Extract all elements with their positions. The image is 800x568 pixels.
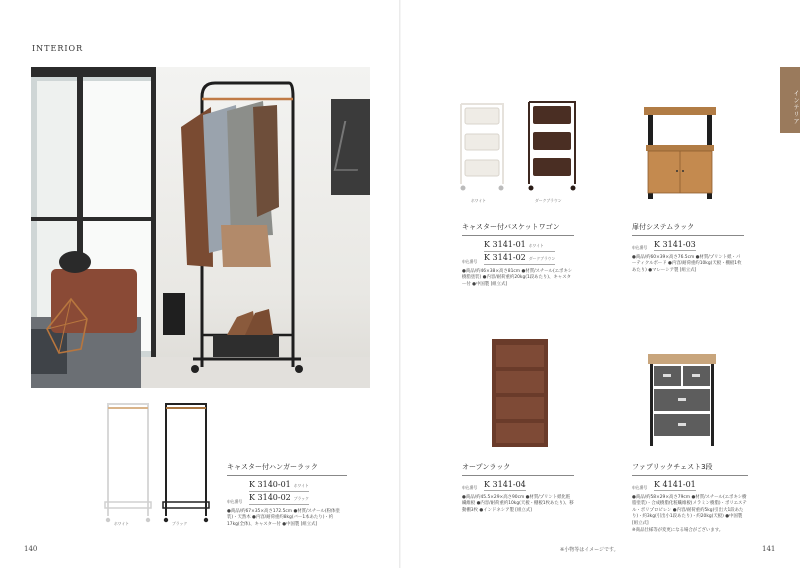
photo-illustration [31,67,370,388]
fabric-chest-info [632,462,748,534]
product-name: キャスター付ハンガーラック [227,462,347,476]
footnote: ※小物等はイメージです。 [560,547,619,553]
hanger-rack-white [105,404,151,522]
page-number-left: 140 [24,545,38,553]
coat-dark [253,105,279,217]
code-label: 申込番号 [227,499,243,504]
sign-board [163,293,185,335]
basket-wagon-white [461,104,504,191]
product-code[interactable]: K 3140-02 ブラック [249,492,309,505]
room-photo [31,67,370,388]
product-description: ●商品/約46×38×高さ81cm ●材質/スチール(エポキシ樹脂塗装) ●内容/耐荷重約20kg(1段あたり)、キャスター付 ●中国製 [組立式] [462,269,573,287]
helmet [59,251,91,273]
caption-white-hanger: ホワイト [114,521,130,526]
product-name: 扉付システムラック [632,222,744,236]
product-code[interactable]: K 3141-02 ダークブラウン [484,252,555,265]
hanger-rack-info [227,462,347,528]
code-label: 申込番号 [632,245,648,250]
hanger-rack-black [163,404,209,522]
section-title: INTERIOR [32,44,84,53]
open-rack-image [490,337,550,449]
product-code[interactable]: K 3140-01 ホワイト [249,479,309,492]
product-code[interactable]: K 4141-01 [654,480,696,489]
fabric-chest-image [646,352,718,448]
code-label: 申込番号 [632,485,648,490]
caption-black-hanger: ブラック [172,521,188,526]
product-code[interactable]: K 3141-04 [484,480,526,489]
scarf [221,225,271,267]
product-name: キャスター付バスケットワゴン [462,222,574,236]
suitcase [51,269,137,333]
hanger-rack-image [102,396,212,526]
basket-wagon-info [462,222,574,288]
caption-brown-wagon: ダークブラウン [535,198,562,203]
basket-wagon-image [455,98,585,198]
product-description: ●商品/約60×39×高さ76.5cm ●材質/プリント紙・パーティクルボード ●内容/耐荷重約10kg(天板・棚板1枚あたり) ●マレーシア製 [組立式] [632,255,742,273]
product-description: ●商品/約45.5×29×高さ90cm ●材質/プリント紙化粧繊維板 ●内容/耐荷重約10kg(天板・棚板1枚あたり)、移動棚3枚 ●インドネシア製 [組立式] [462,495,574,513]
product-code[interactable]: K 3141-03 [654,240,696,249]
page-number-right: 141 [762,545,776,553]
spec-note: ※商品仕様等が変更になる場合がございます。 [632,528,724,534]
product-description: ●商品/約67×35×高さ172.5cm ●材質/スチール(粉体塗装)・天然木 ●内容/耐荷重約8kg(バー1本あたり)・約17kg(全体)、キャスター付 ●中国製 [組立式] [227,509,340,527]
category-tab[interactable]: インテリア [780,67,800,133]
product-name: ファブリックチェスト3段 [632,462,748,476]
system-rack-image [640,103,720,203]
page-gutter [399,0,401,568]
code-label: 申込番号 [462,485,478,490]
product-code[interactable]: K 3141-01 ホワイト [484,239,555,252]
basket-wagon-brown [529,102,576,191]
system-rack-info [632,222,744,274]
product-name: オープンラック [462,462,574,476]
open-rack-info [462,462,574,514]
cushion [31,329,67,374]
code-label: 申込番号 [462,259,478,264]
caption-white-wagon: ホワイト [471,198,487,203]
storage-box [213,335,279,357]
product-description: ●商品/約58×29×高さ79cm ●材質/スチール(エポキシ樹脂塗装)・合成樹脂化粧繊維板(メラミン樹脂)・ポリエステル・ポリプロピレン ●内容/耐荷重約5kg(引出大1段あたり)・約3kg(引出小1段あたり)・約20kg(天板) ●中国製 [組立式] [632,495,747,526]
